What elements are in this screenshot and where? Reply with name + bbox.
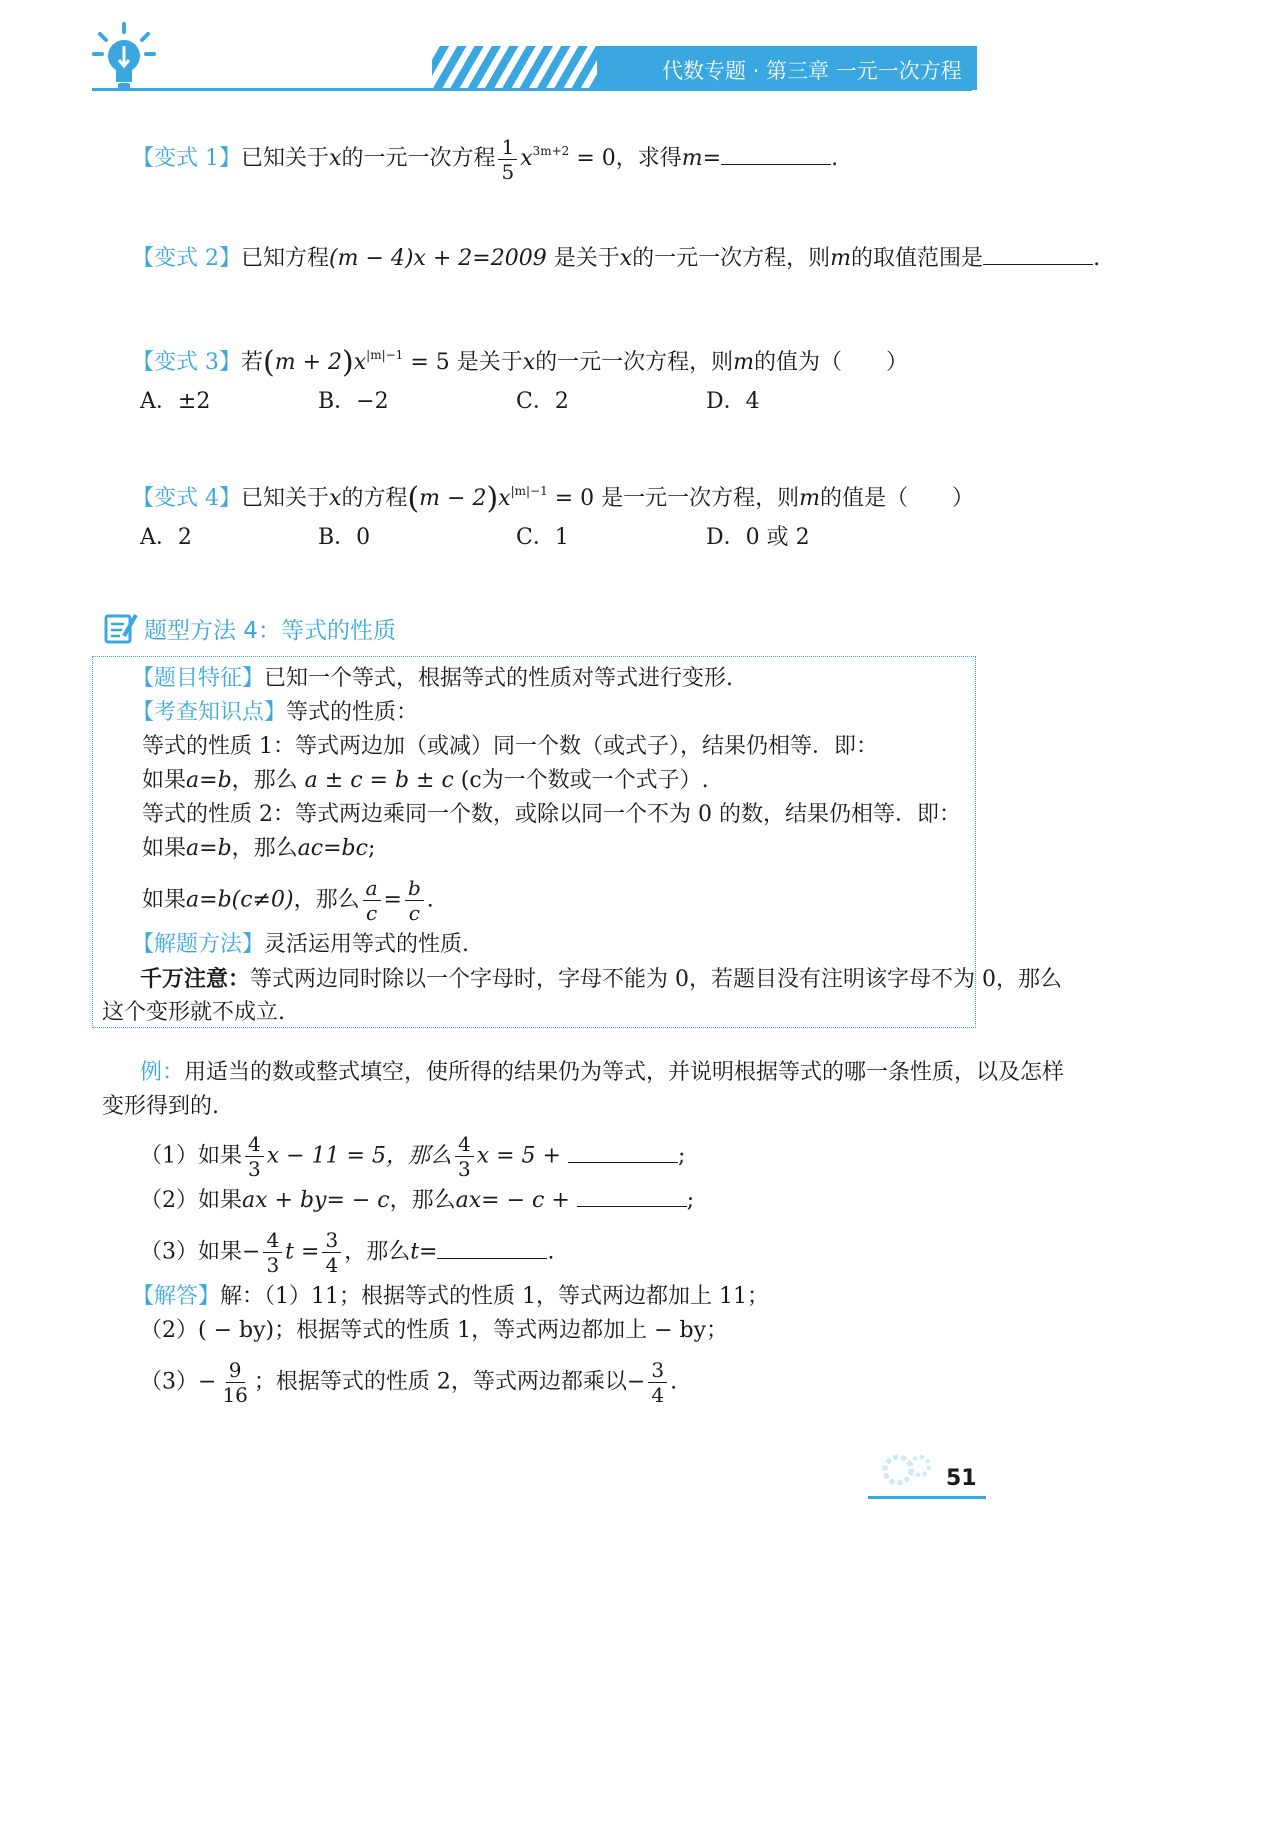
fraction: $\frac{b}{c}$ bbox=[405, 878, 424, 923]
header-stripes bbox=[432, 46, 597, 90]
feature-tag: 【题目特征】 bbox=[132, 666, 265, 691]
prop2-example-2: 如果a=b(c≠0)，那么 $\frac{a}{c}$ = $\frac{b}{c}$ . bbox=[142, 876, 434, 925]
answer-blank bbox=[721, 142, 831, 165]
answer-3: （3）− $\frac{9}{16}$ ；根据等式的性质 2，等式两边都乘以− $\frac{3}{4}$ . bbox=[140, 1358, 678, 1407]
answer-2: （2）( − by)；根据等式的性质 1，等式两边都加上 − by； bbox=[140, 1318, 729, 1343]
variant-3-option-a: A．±2 bbox=[140, 389, 211, 414]
fraction: $\frac{3}{4}$ bbox=[322, 1230, 341, 1275]
variant-4-option-c: C．1 bbox=[516, 525, 569, 550]
question-2: （2）如果ax + by= − c，那么ax= − c + ; bbox=[140, 1184, 694, 1218]
footer-rule bbox=[868, 1496, 986, 1499]
example-intro: 例：用适当的数或整式填空，使所得的结果仍为等式，并说明根据等式的哪一条性质，以及怎样 bbox=[140, 1060, 1065, 1085]
variant-4-option-b: B．0 bbox=[318, 525, 371, 550]
answer-blank bbox=[437, 1236, 547, 1259]
variant-4-tag: 【变式 4】 bbox=[132, 486, 241, 511]
variant-3-option-b: B．−2 bbox=[318, 389, 389, 414]
answer-blank bbox=[983, 242, 1093, 265]
prop2-line: 等式的性质 2：等式两边乘同一个数，或除以同一个不为 0 的数，结果仍相等．即： bbox=[142, 802, 961, 827]
variant-4-option-a: A．2 bbox=[140, 525, 192, 550]
answer-blank bbox=[568, 1140, 678, 1163]
page-number: 51 bbox=[946, 1466, 977, 1491]
fraction: $\frac{4}{3}$ bbox=[263, 1230, 282, 1275]
fraction: $\frac{1}{5}$ bbox=[498, 137, 517, 182]
header-bulb-icon bbox=[92, 22, 156, 94]
fraction: $\frac{a}{c}$ bbox=[363, 878, 381, 923]
variant-2: 【变式 2】已知方程(m − 4)x + 2=2009 是关于x的一元一次方程，则m的取值范围是 . bbox=[132, 242, 1100, 276]
variant-1: 【变式 1】已知关于x的一元一次方程 $\frac{1}{5}$ $x^{3m+2} = 0$，求得m= . bbox=[132, 134, 839, 184]
variant-3-option-c: C．2 bbox=[516, 389, 569, 414]
note-bold: 千万注意： bbox=[140, 966, 251, 992]
question-3: （3）如果− $\frac{4}{3}$ t = $\frac{3}{4}$ ，那么t= . bbox=[140, 1228, 555, 1277]
fraction: $\frac{4}{3}$ bbox=[245, 1134, 264, 1179]
feature-line: 【题目特征】已知一个等式，根据等式的性质对等式进行变形. bbox=[132, 666, 734, 691]
variant-4: 【变式 4】已知关于x的方程$(m - 2)x^{|m|-1} = 0$ 是一元一次方程，则m的值是（ ） bbox=[132, 481, 975, 516]
point-tag: 【考查知识点】 bbox=[132, 700, 287, 725]
variant-2-tag: 【变式 2】 bbox=[132, 246, 241, 271]
answer-1: 【解答】解：（1）11；根据等式的性质 1，等式两边都加上 11； bbox=[132, 1284, 769, 1309]
fraction: $\frac{3}{4}$ bbox=[648, 1360, 667, 1405]
point-line: 【考查知识点】等式的性质： bbox=[132, 700, 419, 725]
example-intro-2: 变形得到的. bbox=[102, 1094, 219, 1119]
method-line: 【解题方法】灵活运用等式的性质. bbox=[132, 932, 470, 957]
variant-4-option-d: D．0 或 2 bbox=[706, 525, 810, 550]
method-tag: 【解题方法】 bbox=[132, 932, 265, 957]
gear-icon bbox=[878, 1448, 938, 1492]
prop1-example: 如果a=b，那么 a ± c = b ± c (c为一个数或一个式子）. bbox=[142, 768, 709, 793]
note-line-2: 这个变形就不成立. bbox=[102, 1000, 285, 1025]
variant-3: 【变式 3】若$(m + 2)x^{|m|-1} = 5$ 是关于x的一元一次方程，则m的值为（ ） bbox=[132, 345, 909, 380]
variant-3-option-d: D．4 bbox=[706, 389, 760, 414]
header-chapter-title: 代数专题 · 第三章 一元一次方程 bbox=[662, 59, 962, 83]
section-title: 题型方法 4：等式的性质 bbox=[144, 618, 396, 644]
fraction: $\frac{4}{3}$ bbox=[455, 1134, 474, 1179]
variant-1-tag: 【变式 1】 bbox=[132, 146, 241, 171]
example-tag: 例： bbox=[140, 1060, 185, 1085]
answer-blank bbox=[577, 1184, 687, 1207]
prop1-line: 等式的性质 1：等式两边加（或减）同一个数（或式子），结果仍相等．即： bbox=[142, 734, 878, 759]
prop2-example-1: 如果a=b，那么ac=bc; bbox=[142, 836, 376, 861]
notepad-icon bbox=[104, 612, 140, 644]
fraction: $\frac{9}{16}$ bbox=[222, 1358, 248, 1407]
question-1: （1）如果 $\frac{4}{3}$ x − 11 = 5，那么 $\frac{4}{3}$ x = 5 + ; bbox=[140, 1132, 686, 1181]
answer-tag: 【解答】 bbox=[132, 1284, 221, 1309]
variant-3-tag: 【变式 3】 bbox=[132, 350, 241, 375]
note-line: 千万注意：等式两边同时除以一个字母时，字母不能为 0，若题目没有注明该字母不为 0，那么 bbox=[140, 966, 1062, 992]
